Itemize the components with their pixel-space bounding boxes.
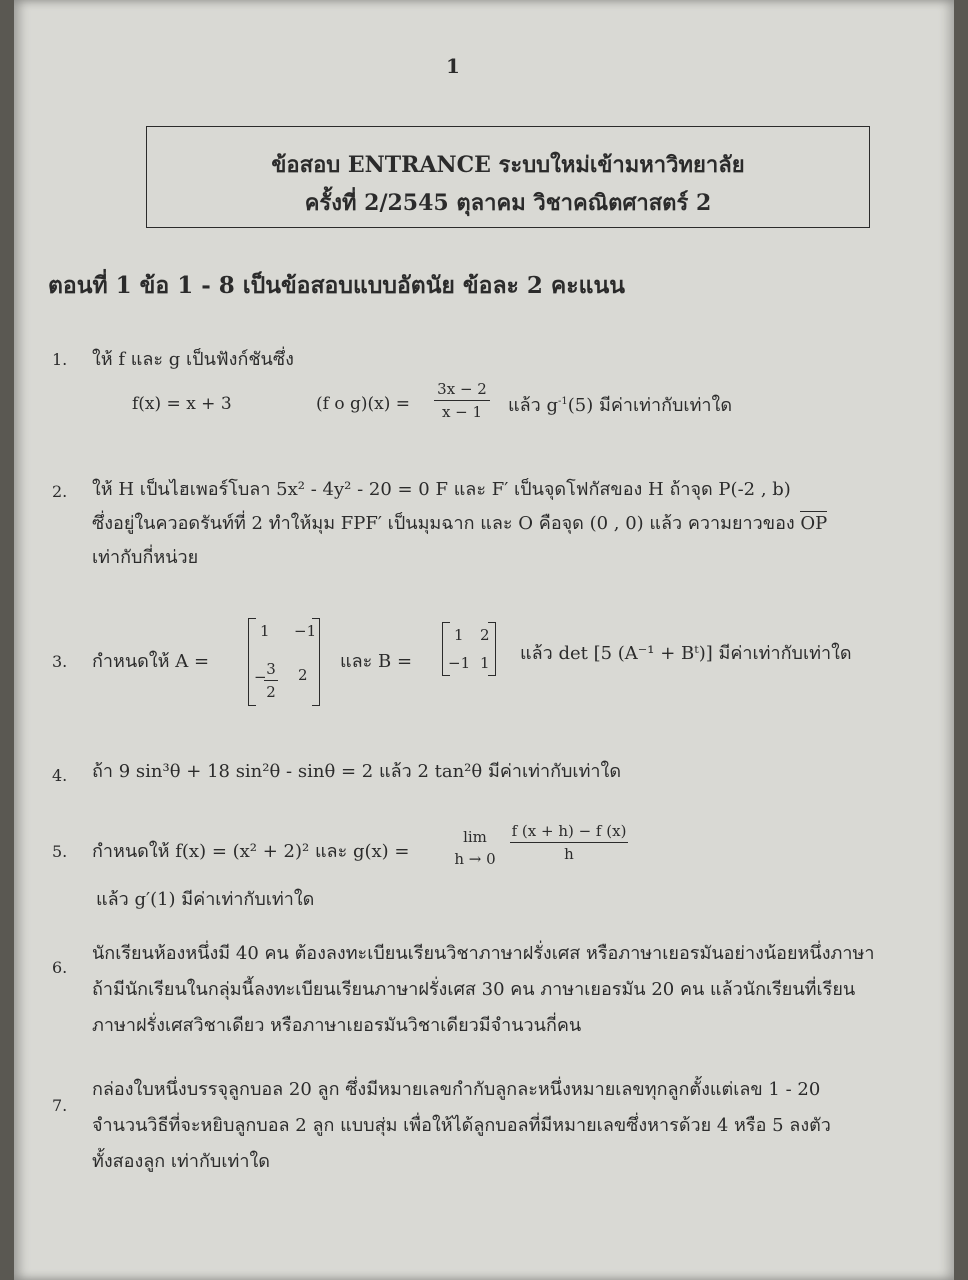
q1-ask-post: (5) มีค่าเท่ากับเท่าใด	[567, 395, 733, 416]
matrix-b-b11: 1	[454, 626, 464, 644]
title-line-1: ข้อสอบ ENTRANCE ระบบใหม่เข้ามหาวิทยาลัย	[271, 152, 745, 178]
q5-limit	[446, 828, 504, 868]
q4-text: ถ้า 9 sin³θ + 18 sin²θ - sinθ = 2 แล้ว 2 tan²θ มีค่าเท่ากับเท่าใด	[92, 761, 622, 782]
q1-fraction-numerator: 3x − 2	[437, 380, 487, 398]
q3-number: 3.	[52, 652, 68, 671]
q1-fraction	[434, 380, 490, 421]
q6-line-3: ภาษาฝรั่งเศสวิชาเดียว หรือภาษาเยอรมันวิชาเดียวมีจำนวนกี่คน	[92, 1015, 582, 1036]
q1-ask-sup: -1	[557, 396, 568, 407]
q6-line-2: ถ้ามีนักเรียนในกลุ่มนี้ลงทะเบียนเรียนภาษาฝรั่งเศส 30 คน ภาษาเยอรมัน 20 คน แล้วนักเรียนที่เรียน	[92, 979, 856, 1000]
q5-line-2: แล้ว g′(1) มีค่าเท่ากับเท่าใด	[96, 889, 315, 910]
title-box	[146, 126, 870, 228]
matrix-a-a21-numerator: 3	[266, 660, 276, 678]
matrix-b-b12: 2	[480, 626, 490, 644]
matrix-a-a21-sign: −	[254, 668, 267, 686]
q2-line-3: เท่ากับกี่หน่วย	[92, 547, 199, 568]
matrix-a-a21-fraction	[264, 660, 278, 701]
q5-intro: กำหนดให้ f(x) = (x² + 2)² และ g(x) =	[92, 841, 410, 862]
q5-fraction	[510, 822, 628, 863]
q1-number: 1.	[52, 350, 68, 369]
matrix-a-a12: −1	[294, 622, 317, 640]
q1-fraction-denominator: x − 1	[441, 403, 483, 421]
q2-line-2-text: ซึ่งอยู่ในควอดรันท์ที่ 2 ทำให้มุม FPF′ เป็นมุมฉาก และ O คือจุด (0 , 0) แล้ว ความยาวของ	[92, 513, 795, 534]
matrix-a-a21-denominator: 2	[266, 683, 276, 701]
q5-fraction-denominator: h	[564, 845, 574, 863]
section-heading: ตอนที่ 1 ข้อ 1 - 8 เป็นข้อสอบแบบอัตนัย ข้อละ 2 คะแนน	[48, 272, 625, 299]
q1-intro: ให้ f และ g เป็นฟังก์ชันซึ่ง	[92, 349, 294, 370]
q5-number: 5.	[52, 842, 68, 861]
q5-lim-word: lim	[463, 828, 487, 846]
q5-fraction-bar	[510, 842, 628, 843]
q5-lim-sub: h → 0	[454, 850, 496, 868]
matrix-b-b22: 1	[480, 654, 490, 672]
matrix-a-a11: 1	[260, 622, 270, 640]
q5-fraction-numerator: f (x + h) − f (x)	[511, 822, 627, 840]
q7-number: 7.	[52, 1096, 68, 1115]
matrix-b-b21: −1	[448, 654, 471, 672]
q2-line-2	[92, 508, 827, 537]
q1-ask-pre: แล้ว g	[508, 395, 558, 416]
q6-line-1: นักเรียนห้องหนึ่งมี 40 คน ต้องลงทะเบียนเรียนวิชาภาษาฝรั่งเศส หรือภาษาเยอรมันอย่างน้อยหนึ่งภาษา	[92, 943, 875, 964]
matrix-b-right-bracket	[488, 622, 496, 676]
matrix-a-a22: 2	[298, 666, 308, 684]
page-number: 1	[446, 54, 460, 78]
q7-line-3: ทั้งสองลูก เท่ากับเท่าใด	[92, 1151, 270, 1172]
q6-number: 6.	[52, 958, 68, 977]
matrix-a-left-bracket	[248, 618, 256, 706]
q3-question: แล้ว det [5 (A⁻¹ + Bᵗ)] มีค่าเท่ากับเท่าใด	[520, 643, 852, 664]
q2-segment-op: OP	[800, 513, 828, 534]
q1-fraction-bar	[434, 400, 490, 401]
q3-and-b: และ B =	[340, 651, 413, 672]
matrix-a-a21-bar	[264, 680, 278, 681]
q3-intro: กำหนดให้ A =	[92, 651, 210, 672]
q1-question	[508, 390, 732, 419]
q7-line-2: จำนวนวิธีที่จะหยิบลูกบอล 2 ลูก แบบสุ่ม เพื่อให้ได้ลูกบอลที่มีหมายเลขซึ่งหารด้วย 4 หรือ 5 ลงตัว	[92, 1115, 831, 1136]
q1-fog-lhs: (f o g)(x) =	[316, 394, 410, 414]
title-line-2: ครั้งที่ 2/2545 ตุลาคม วิชาคณิตศาสตร์ 2	[304, 190, 712, 216]
q7-line-1: กล่องใบหนึ่งบรรจุลูกบอล 20 ลูก ซึ่งมีหมายเลขกำกับลูกละหนึ่งหมายเลขทุกลูกตั้งแต่เลข 1 - 20	[92, 1079, 821, 1100]
exam-page	[14, 0, 954, 1280]
q1-f-def: f(x) = x + 3	[132, 394, 232, 414]
q2-number: 2.	[52, 482, 68, 501]
matrix-a-right-bracket	[312, 618, 320, 706]
q2-line-1: ให้ H เป็นไฮเพอร์โบลา 5x² - 4y² - 20 = 0 F และ F′ เป็นจุดโฟกัสของ H ถ้าจุด P(-2 , b)	[92, 479, 791, 500]
q4-number: 4.	[52, 766, 68, 785]
